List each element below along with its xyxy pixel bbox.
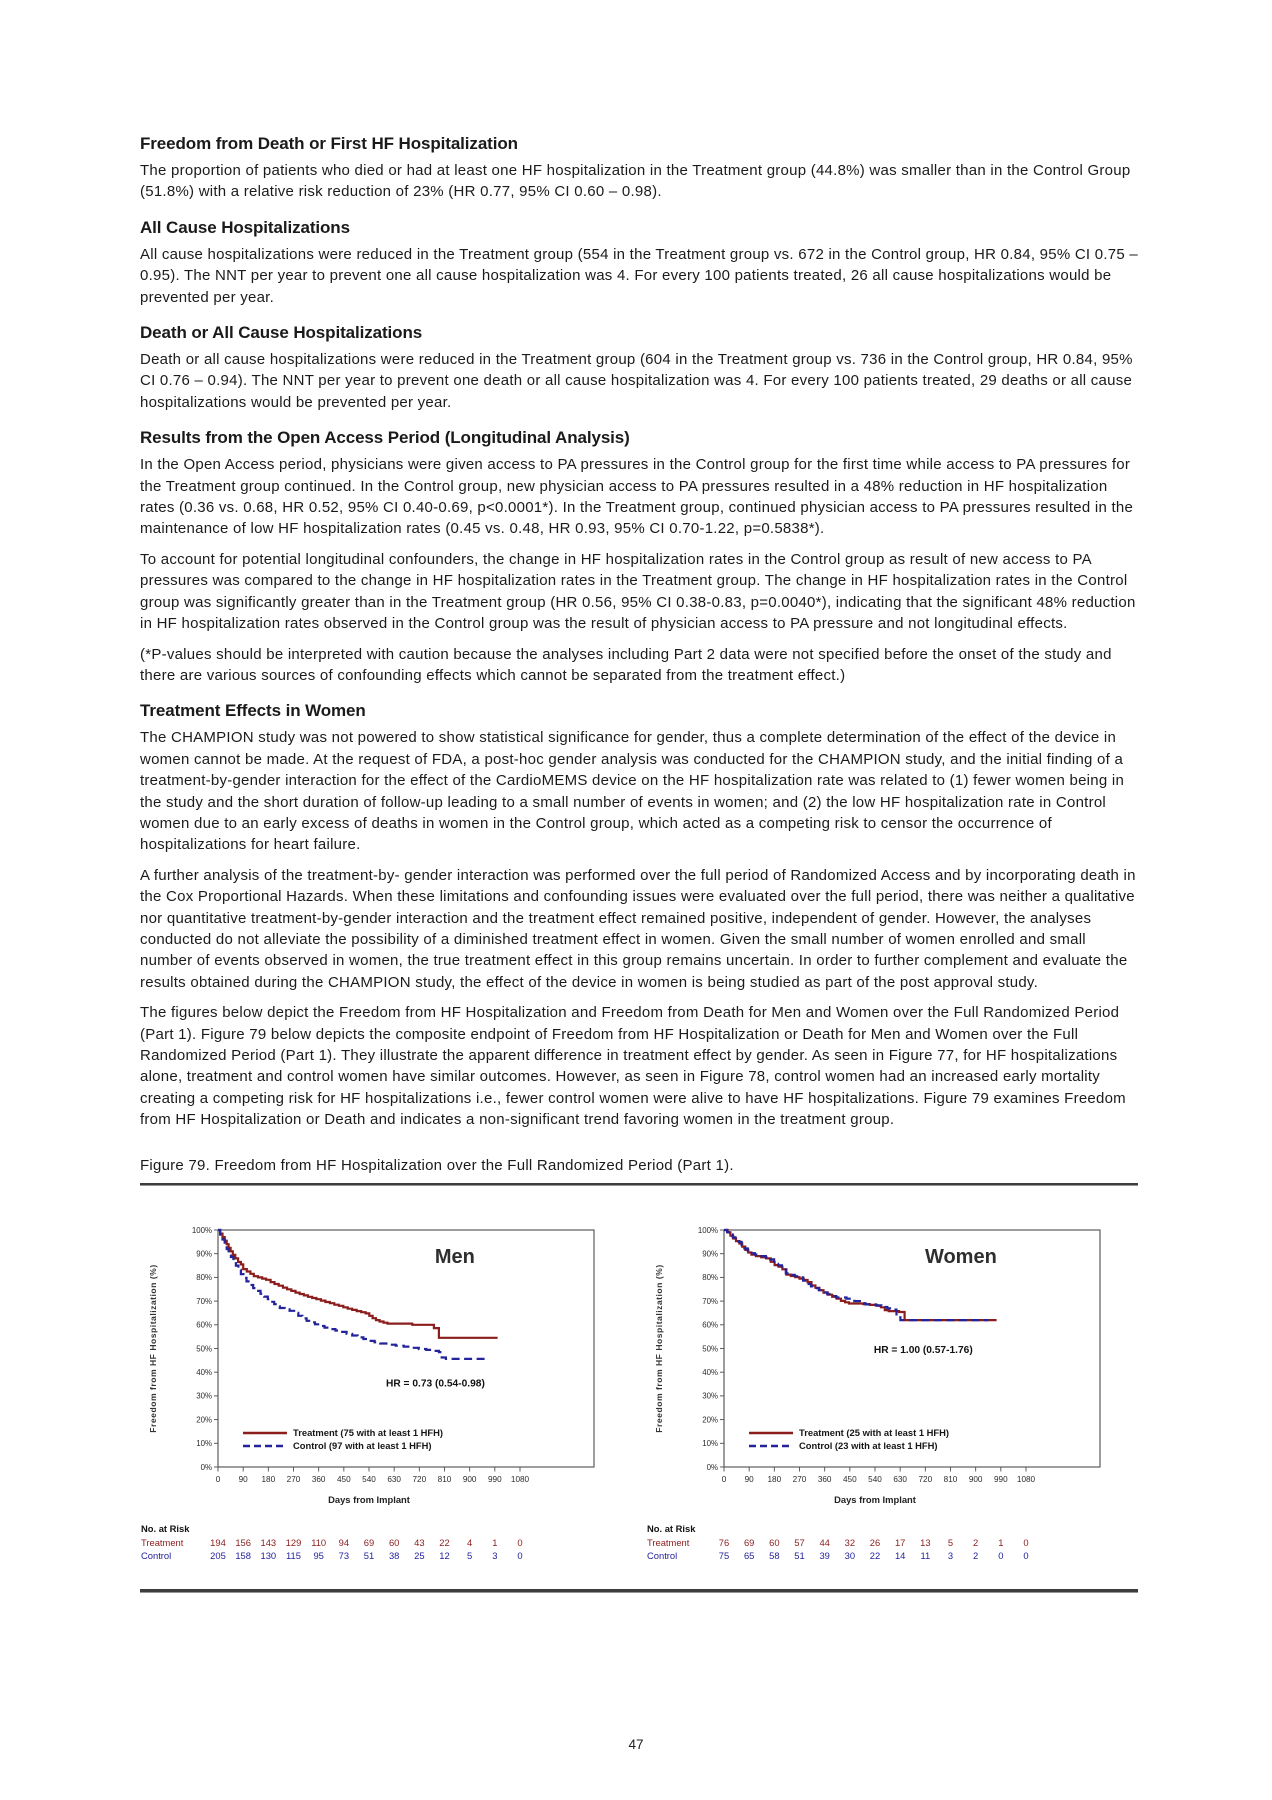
svg-text:22: 22	[869, 1550, 881, 1562]
body-paragraph: Death or all cause hospitalizations were reduced in the Treatment group (604 in the Treatment group vs. 736 in the Control group, HR 0.84, 95% CI 0.76 – 0.94). The NNT per year to prevent one death or all cause hospitalization was 4. For every 100 patients treated, 29 deaths or all cause hospitalizations would be prevented per year.	[140, 351, 1133, 411]
svg-text:30: 30	[844, 1550, 856, 1562]
svg-text:194: 194	[210, 1537, 226, 1549]
body-paragraph: To account for potential longitudinal confounders, the change in HF hospitalization rates in the Control group as result of new access to PA pressures was compared to the change in HF hospitalization rates in the Treatment group. The change in HF hospitalization rates in the Control group was significantly greater than in the Treatment group (HR 0.56, 95% CI 0.38-0.83, p=0.0040*), indicating that the significant 48% reduction in HF hospitalization rates observed in the Control group was the result of physician access to PA pressure and not longitudinal effects.	[140, 550, 1136, 633]
svg-text:10%: 10%	[196, 1439, 212, 1449]
svg-text:69: 69	[743, 1537, 755, 1549]
svg-text:Treatment (25 with at least 1: Treatment (25 with at least 1 HFH)	[799, 1427, 950, 1439]
section-heading: Results from the Open Access Period (Longitudinal Analysis)	[140, 428, 630, 448]
svg-text:Control (23 with at least 1 HF: Control (23 with at least 1 HFH)	[799, 1440, 938, 1452]
svg-text:Women: Women	[924, 1246, 997, 1269]
svg-text:75: 75	[718, 1550, 730, 1562]
svg-text:65: 65	[743, 1550, 755, 1562]
svg-text:180: 180	[767, 1475, 782, 1485]
section-death-all-cause-hosp	[140, 323, 1138, 413]
svg-text:900: 900	[968, 1475, 983, 1485]
svg-text:630: 630	[387, 1475, 402, 1485]
svg-text:0%: 0%	[706, 1462, 718, 1472]
svg-text:14: 14	[894, 1550, 906, 1562]
section-open-access-period	[140, 428, 1138, 686]
svg-text:Control: Control	[141, 1550, 172, 1562]
svg-text:26: 26	[869, 1537, 881, 1549]
svg-text:630: 630	[893, 1475, 908, 1485]
svg-text:20%: 20%	[196, 1415, 212, 1425]
svg-text:Men: Men	[434, 1246, 475, 1269]
body-paragraph: The figures below depict the Freedom from HF Hospitalization and Freedom from Death for Men and Women over the Full Randomized Period (Part 1). Figure 79 below depicts the composite endpoint of Freedom from HF Hospitalization or Death for Men and Women over the Full Randomized Period (Part 1). They illustrate the apparent difference in treatment effect by gender. As seen in Figure 77, for HF hospitalizations alone, treatment and control women have similar outcomes. However, as seen in Figure 78, control women had an increased early mortality creating a competing risk for HF hospitalizations i.e., fewer control women were alive to have HF hospitalizations. Figure 79 examines Freedom from HF Hospitalization or Death and indicates a non-significant trend favoring women in the treatment group.	[140, 1004, 1126, 1129]
svg-text:43: 43	[414, 1537, 425, 1549]
km-chart-women	[646, 1216, 1126, 1573]
svg-text:76: 76	[718, 1537, 730, 1549]
svg-text:810: 810	[943, 1475, 958, 1485]
svg-text:2: 2	[973, 1550, 979, 1562]
svg-text:60%: 60%	[196, 1320, 212, 1330]
svg-text:95: 95	[313, 1550, 324, 1562]
svg-text:HR = 1.00 (0.57-1.76): HR = 1.00 (0.57-1.76)	[873, 1345, 973, 1357]
svg-text:3: 3	[947, 1550, 954, 1562]
svg-text:HR = 0.73 (0.54-0.98): HR = 0.73 (0.54-0.98)	[386, 1378, 485, 1390]
svg-text:90: 90	[238, 1475, 248, 1485]
section-heading: Freedom from Death or First HF Hospitalization	[140, 134, 518, 153]
svg-text:360: 360	[311, 1475, 326, 1485]
svg-text:No. at Risk: No. at Risk	[141, 1523, 190, 1535]
svg-text:60: 60	[769, 1537, 780, 1549]
svg-text:Treatment: Treatment	[141, 1537, 184, 1549]
svg-text:11: 11	[920, 1550, 931, 1562]
svg-text:205: 205	[210, 1550, 226, 1562]
svg-text:0: 0	[998, 1550, 1004, 1562]
svg-text:0: 0	[215, 1475, 221, 1485]
svg-text:Treatment (75 with at least 1: Treatment (75 with at least 1 HFH)	[293, 1427, 444, 1439]
svg-text:30%: 30%	[196, 1391, 212, 1401]
body-paragraph: All cause hospitalizations were reduced in the Treatment group (554 in the Treatment group vs. 672 in the Control group, HR 0.84, 95% CI 0.75 – 0.95). The NNT per year to prevent one all cause hospitalization was 4. For every 100 patients treated, 26 all cause hospitalizations would be prevented per year.	[140, 245, 1138, 306]
svg-text:70%: 70%	[702, 1297, 718, 1307]
svg-text:51: 51	[794, 1550, 805, 1562]
svg-text:50%: 50%	[702, 1344, 718, 1354]
svg-text:158: 158	[235, 1550, 251, 1562]
svg-text:450: 450	[336, 1475, 351, 1485]
body-paragraph: (*P-values should be interpreted with caution because the analyses including Part 2 data were not specified before the onset of the study and there are various sources of confounding effects which cannot be separated from the treatment effect.)	[140, 645, 1112, 684]
svg-text:25: 25	[414, 1550, 425, 1562]
svg-text:990: 990	[487, 1475, 502, 1485]
svg-text:270: 270	[286, 1475, 301, 1485]
svg-text:30%: 30%	[702, 1391, 718, 1401]
svg-text:10%: 10%	[702, 1439, 718, 1449]
svg-text:No. at Risk: No. at Risk	[647, 1523, 696, 1535]
svg-text:80%: 80%	[702, 1273, 718, 1283]
svg-text:0%: 0%	[200, 1462, 212, 1472]
svg-text:22: 22	[439, 1537, 450, 1549]
section-freedom-death-hfh	[140, 134, 1138, 203]
figure-caption: Figure 79. Freedom from HF Hospitalization over the Full Randomized Period (Part 1).	[140, 1156, 734, 1174]
svg-text:1080: 1080	[510, 1475, 530, 1485]
svg-text:Treatment: Treatment	[647, 1537, 690, 1549]
svg-text:57: 57	[794, 1537, 805, 1549]
svg-text:5: 5	[947, 1537, 954, 1549]
svg-text:540: 540	[868, 1475, 882, 1485]
svg-text:Control: Control	[647, 1550, 678, 1562]
svg-text:3: 3	[492, 1550, 498, 1562]
svg-text:39: 39	[819, 1550, 830, 1562]
svg-text:4: 4	[467, 1537, 473, 1549]
svg-text:100%: 100%	[697, 1225, 718, 1235]
svg-text:156: 156	[235, 1537, 251, 1549]
svg-text:180: 180	[261, 1475, 276, 1485]
svg-text:360: 360	[817, 1475, 832, 1485]
svg-text:450: 450	[842, 1475, 857, 1485]
body-paragraph: The CHAMPION study was not powered to show statistical significance for gender, thus a complete determination of the effect of the device in women cannot be made. At the request of FDA, a post-hoc gender analysis was conducted for the CHAMPION study, and the initial finding of a treatment-by-gender interaction for the effect of the CardioMEMS device on the HF hospitalization rate was related to (1) fewer women being in the study and the short duration of follow-up leading to a small number of events in women; and (2) the low HF hospitalization rate in Control women due to an early excess of deaths in women in the Control group, which acted as a competing risk to censor the occurrence of hospitalizations for heart failure.	[140, 729, 1125, 854]
svg-text:990: 990	[993, 1475, 1008, 1485]
svg-text:Freedom from HF Hospitalizatio: Freedom from HF Hospitalization (%)	[148, 1264, 158, 1433]
section-all-cause-hosp	[140, 218, 1138, 308]
svg-text:17: 17	[894, 1537, 906, 1549]
svg-text:1: 1	[492, 1537, 498, 1549]
svg-text:810: 810	[437, 1475, 452, 1485]
body-paragraph: The proportion of patients who died or had at least one HF hospitalization in the Treatment group (44.8%) was smaller than in the Control Group (51.8%) with a relative risk reduction of 23% (HR 0.77, 95% CI 0.60 – 0.98).	[140, 162, 1131, 201]
svg-text:44: 44	[819, 1537, 830, 1549]
svg-text:94: 94	[338, 1537, 350, 1549]
svg-text:80%: 80%	[196, 1273, 212, 1283]
svg-text:90%: 90%	[702, 1249, 718, 1259]
svg-text:129: 129	[285, 1537, 302, 1549]
section-heading: Treatment Effects in Women	[140, 701, 366, 721]
svg-text:143: 143	[260, 1537, 277, 1549]
km-plot-svg	[140, 1216, 620, 1568]
svg-text:58: 58	[769, 1550, 780, 1562]
page-content	[140, 134, 1138, 1593]
svg-text:12: 12	[439, 1550, 450, 1562]
svg-text:40%: 40%	[702, 1368, 718, 1378]
svg-text:50%: 50%	[196, 1344, 212, 1354]
km-plot-svg	[646, 1216, 1126, 1568]
km-chart-men	[140, 1216, 620, 1573]
svg-text:720: 720	[918, 1475, 933, 1485]
svg-text:69: 69	[363, 1537, 375, 1549]
figure-charts-row	[140, 1186, 1138, 1573]
svg-text:32: 32	[844, 1537, 856, 1549]
svg-text:70%: 70%	[196, 1297, 212, 1307]
svg-text:900: 900	[462, 1475, 477, 1485]
svg-text:0: 0	[517, 1537, 523, 1549]
svg-text:0: 0	[1023, 1550, 1029, 1562]
svg-text:1: 1	[998, 1537, 1004, 1549]
svg-text:0: 0	[517, 1550, 523, 1562]
svg-text:130: 130	[260, 1550, 277, 1562]
svg-text:Days from Implant: Days from Implant	[328, 1494, 410, 1506]
svg-text:100%: 100%	[191, 1225, 212, 1235]
svg-text:115: 115	[286, 1550, 301, 1562]
svg-text:Control (97 with at least 1 HF: Control (97 with at least 1 HFH)	[293, 1440, 432, 1452]
svg-text:13: 13	[920, 1537, 931, 1549]
svg-text:540: 540	[362, 1475, 376, 1485]
page-number: 47	[628, 1737, 644, 1752]
svg-text:73: 73	[338, 1550, 350, 1562]
svg-text:0: 0	[1023, 1537, 1029, 1549]
svg-text:40%: 40%	[196, 1368, 212, 1378]
svg-text:38: 38	[388, 1550, 400, 1562]
svg-text:51: 51	[363, 1550, 375, 1562]
svg-text:60%: 60%	[702, 1320, 718, 1330]
svg-text:2: 2	[973, 1537, 979, 1549]
svg-text:270: 270	[792, 1475, 807, 1485]
figure-79	[140, 1157, 1138, 1593]
svg-text:Freedom from HF Hospitalizatio: Freedom from HF Hospitalization (%)	[654, 1264, 664, 1433]
svg-text:720: 720	[412, 1475, 427, 1485]
svg-text:60: 60	[388, 1537, 400, 1549]
svg-text:20%: 20%	[702, 1415, 718, 1425]
body-paragraph: In the Open Access period, physicians were given access to PA pressures in the Control group for the first time while access to PA pressures for the Treatment group continued. In the Control group, new physician access to PA pressures resulted in a 48% reduction in HF hospitalization rates (0.36 vs. 0.68, HR 0.52, 95% CI 0.40-0.69, p<0.0001*). In the Treatment group, continued physician access to PA pressures resulted in the maintenance of low HF hospitalization rates (0.45 vs. 0.48, HR 0.93, 95% CI 0.70-1.22, p=0.5838*).	[140, 456, 1134, 538]
svg-text:1080: 1080	[1016, 1475, 1036, 1485]
section-heading: All Cause Hospitalizations	[140, 217, 350, 237]
figure-rule-bottom	[140, 1589, 1138, 1593]
svg-text:0: 0	[721, 1475, 727, 1485]
section-heading: Death or All Cause Hospitalizations	[140, 323, 423, 343]
svg-text:5: 5	[467, 1550, 473, 1562]
svg-text:90%: 90%	[196, 1249, 212, 1259]
section-treatment-effects-women	[140, 701, 1138, 1130]
body-paragraph: A further analysis of the treatment-by- gender interaction was performed over the full period of Randomized Access and by incorporating death in the Cox Proportional Hazards. When these limitations and confounding issues were evaluated over the full period, there was neither a qualitative nor quantitative treatment-by-gender interaction and the treatment effect remained positive, independent of gender. However, the analyses conducted do not alleviate the possibility of a diminished treatment effect in women. Given the small number of women enrolled and small number of events observed in women, the true treatment effect in this group remains uncertain. In order to further complement and evaluate the results obtained during the CHAMPION study, the effect of the device in women is being studied as part of the post approval study.	[140, 866, 1136, 991]
svg-text:110: 110	[311, 1537, 327, 1549]
svg-text:90: 90	[744, 1475, 754, 1485]
svg-text:Days from Implant: Days from Implant	[834, 1494, 916, 1506]
